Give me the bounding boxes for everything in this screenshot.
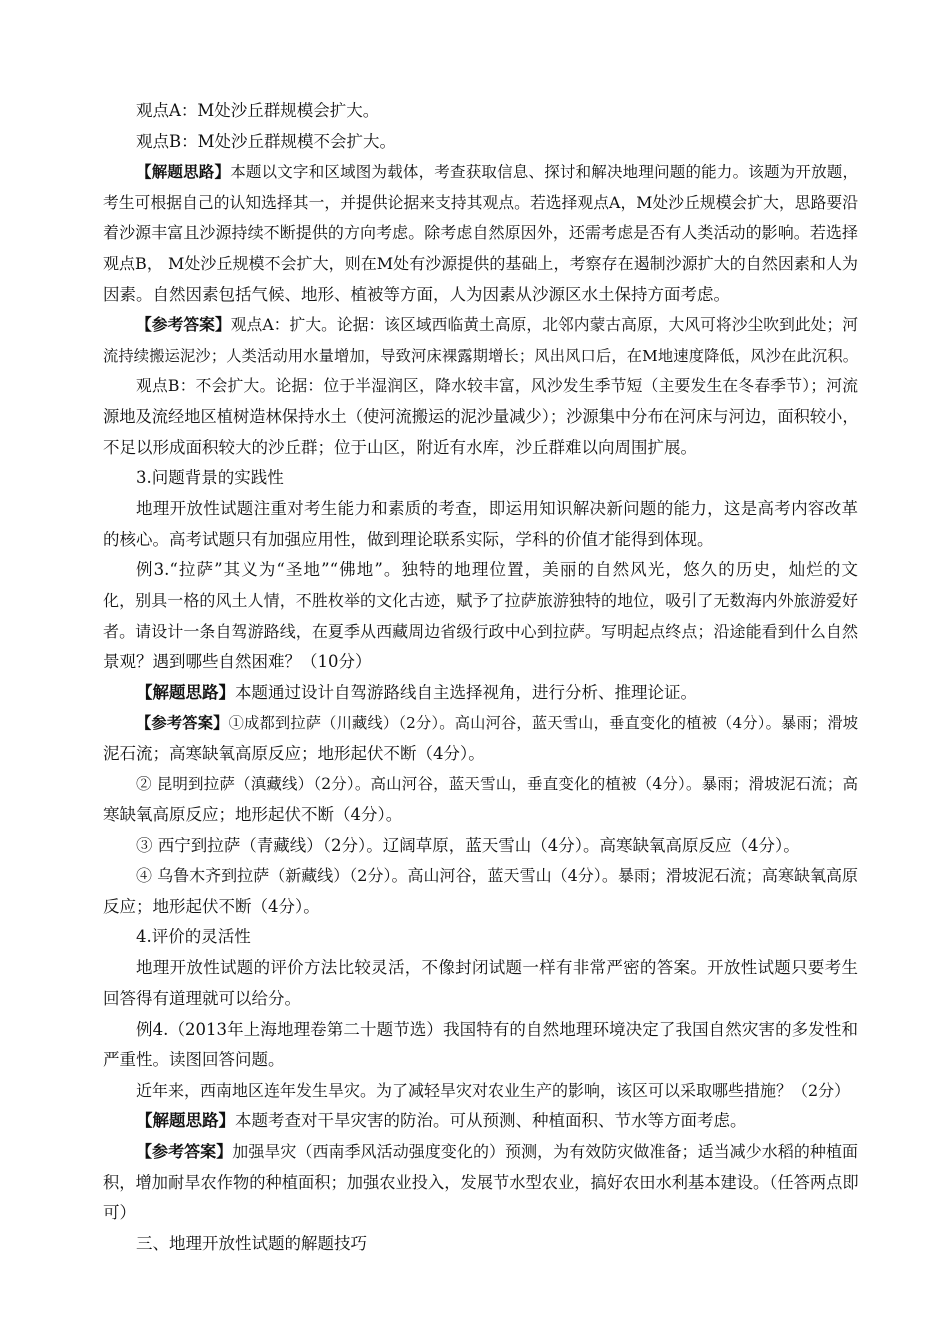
solution-idea-3: 【解题思路】本题考查对干旱灾害的防治。可从预测、种植面积、节水等方面考虑。 — [136, 1111, 747, 1131]
solution-idea-2: 【解题思路】本题通过设计自驾游路线自主选择视角，进行分析、推理论证。 — [136, 682, 697, 702]
viewpoint-b: 观点B：M处沙丘群规模不会扩大。 — [136, 131, 397, 151]
paragraph-line: 不足以形成面积较大的沙丘群；位于山区，附近有水库，沙丘群难以向周围扩展。 — [103, 437, 697, 457]
section-label: 【解题思路】 — [136, 1111, 235, 1131]
paragraph-line: 流持续搬运泥沙；人类活动用水量增加，导致河床裸露期增长；风出风口后，在M地速度降低，风沙在此沉积。 — [103, 346, 858, 365]
paragraph-line: 景观？遇到哪些自然困难？（10分） — [103, 652, 372, 672]
paragraph-line: 寒缺氧高原反应；地形起伏不断（4分）。 — [103, 805, 403, 825]
subheading-3: 3.问题背景的实践性 — [136, 468, 284, 488]
viewpoint-a: 观点A：M处沙丘群规模会扩大。 — [136, 101, 380, 120]
paragraph-line: 反应；地形起伏不断（4分）。 — [103, 896, 320, 916]
paragraph-line: 回答得有道理就可以给分。 — [103, 989, 301, 1009]
solution-idea-1: 【解题思路】本题以文字和区域图为载体，考查获取信息、探讨和解决地理问题的能力。该题为开放题， — [136, 162, 858, 182]
paragraph-line: 考生可根据自己的认知选择其一，并提供论据来支持其观点。若选择观点A，M处沙丘规模会扩大，思路要沿 — [103, 192, 858, 212]
example-4: 例4.（2013年上海地理卷第二十题节选）我国特有的自然地理环境决定了我国自然灾害的多发性和 — [136, 1019, 858, 1039]
paragraph-line: 化，别具一格的风土人情，不胜枚举的文化古迹，赋予了拉萨旅游独特的地位，吸引了无数海内外旅游爱好 — [103, 590, 858, 610]
reference-answer-2: 【参考答案】①成都到拉萨（川藏线）（2分）。高山河谷，蓝天雪山，垂直变化的植被（4分）。暴雨；滑坡 — [136, 714, 859, 733]
paragraph-line: 泥石流；高寒缺氧高原反应；地形起伏不断（4分）。 — [103, 743, 485, 763]
reference-answer-3: 【参考答案】加强旱灾（西南季风活动强度变化的）预测，为有效防灾做准备；适当减少水稻的种植面 — [136, 1142, 858, 1161]
section-label: 【解题思路】 — [136, 682, 235, 702]
section-heading-3: 三、地理开放性试题的解题技巧 — [136, 1233, 367, 1253]
subheading-4: 4.评价的灵活性 — [136, 927, 251, 947]
route-xining: ③ 西宁到拉萨（青藏线）（2分）。辽阔草原，蓝天雪山（4分）。高寒缺氧高原反应（4分）。 — [136, 835, 800, 855]
paragraph-line: 观点B， M处沙丘规模不会扩大，则在M处有沙源提供的基础上，考察存在遏制沙源扩大的自然因素和人为 — [103, 253, 858, 273]
paragraph-line: 者。请设计一条自驾游路线，在夏季从西藏周边省级行政中心到拉萨。写明起点终点；沿途能看到什么自然 — [103, 621, 858, 641]
paragraph-line: 地理开放性试题注重对考生能力和素质的考查，即运用知识解决新问题的能力，这是高考内容改革 — [136, 499, 858, 519]
paragraph-line: 地理开放性试题的评价方法比较灵活，不像封闭试题一样有非常严密的答案。开放性试题只要考生 — [136, 958, 858, 978]
paragraph-line: 因素。自然因素包括气候、地形、植被等方面，人为因素从沙源区水土保持方面考虑。 — [103, 284, 730, 304]
document-body — [103, 96, 858, 1260]
paragraph-line: 严重性。读图回答问题。 — [103, 1050, 285, 1070]
paragraph-line: 积，增加耐旱农作物的种植面积；加强农业投入，发展节水型农业，搞好农田水利基本建设。（任答两点即 — [103, 1172, 859, 1192]
example-3: 例3.“拉萨”其义为“圣地”“佛地”。独特的地理位置，美丽的自然风光，悠久的历史，灿烂的文 — [136, 560, 858, 580]
paragraph-line: 的核心。高考试题只有加强应用性，做到理论联系实际，学科的价值才能得到体现。 — [103, 529, 714, 549]
route-kunming: ② 昆明到拉萨（滇藏线）（2分）。高山河谷，蓝天雪山，垂直变化的植被（4分）。暴雨；滑坡泥石流；高 — [136, 775, 858, 794]
section-label: 【参考答案】 — [136, 1142, 233, 1161]
paragraph-line: 观点B：不会扩大。论据：位于半湿润区，降水较丰富，风沙发生季节短（主要发生在冬春季节）；河流 — [136, 376, 858, 396]
paragraph-line: 源地及流经地区植树造林保持水土（使河流搬运的泥沙量减少）；沙源集中分布在河床与河边，面积较小， — [103, 406, 859, 426]
route-urumqi: ④ 乌鲁木齐到拉萨（新藏线）（2分）。高山河谷，蓝天雪山（4分）。暴雨；滑坡泥石流；高寒缺氧高原 — [136, 866, 858, 886]
paragraph-line: 着沙源丰富且沙源持续不断提供的方向考虑。除考虑自然原因外，还需考虑是否有人类活动的影响。若选择 — [103, 223, 858, 243]
section-label: 【参考答案】 — [136, 315, 231, 335]
reference-answer-1: 【参考答案】观点A：扩大。论据：该区域西临黄土高原，北邻内蒙古高原，大风可将沙尘吹到此处；河 — [136, 315, 858, 335]
section-label: 【解题思路】 — [136, 162, 231, 182]
paragraph-line: 可） — [103, 1203, 136, 1223]
section-label: 【参考答案】 — [136, 714, 229, 733]
paragraph-line: 近年来，西南地区连年发生旱灾。为了减轻旱灾对农业生产的影响，该区可以采取哪些措施？（2分） — [136, 1080, 851, 1100]
